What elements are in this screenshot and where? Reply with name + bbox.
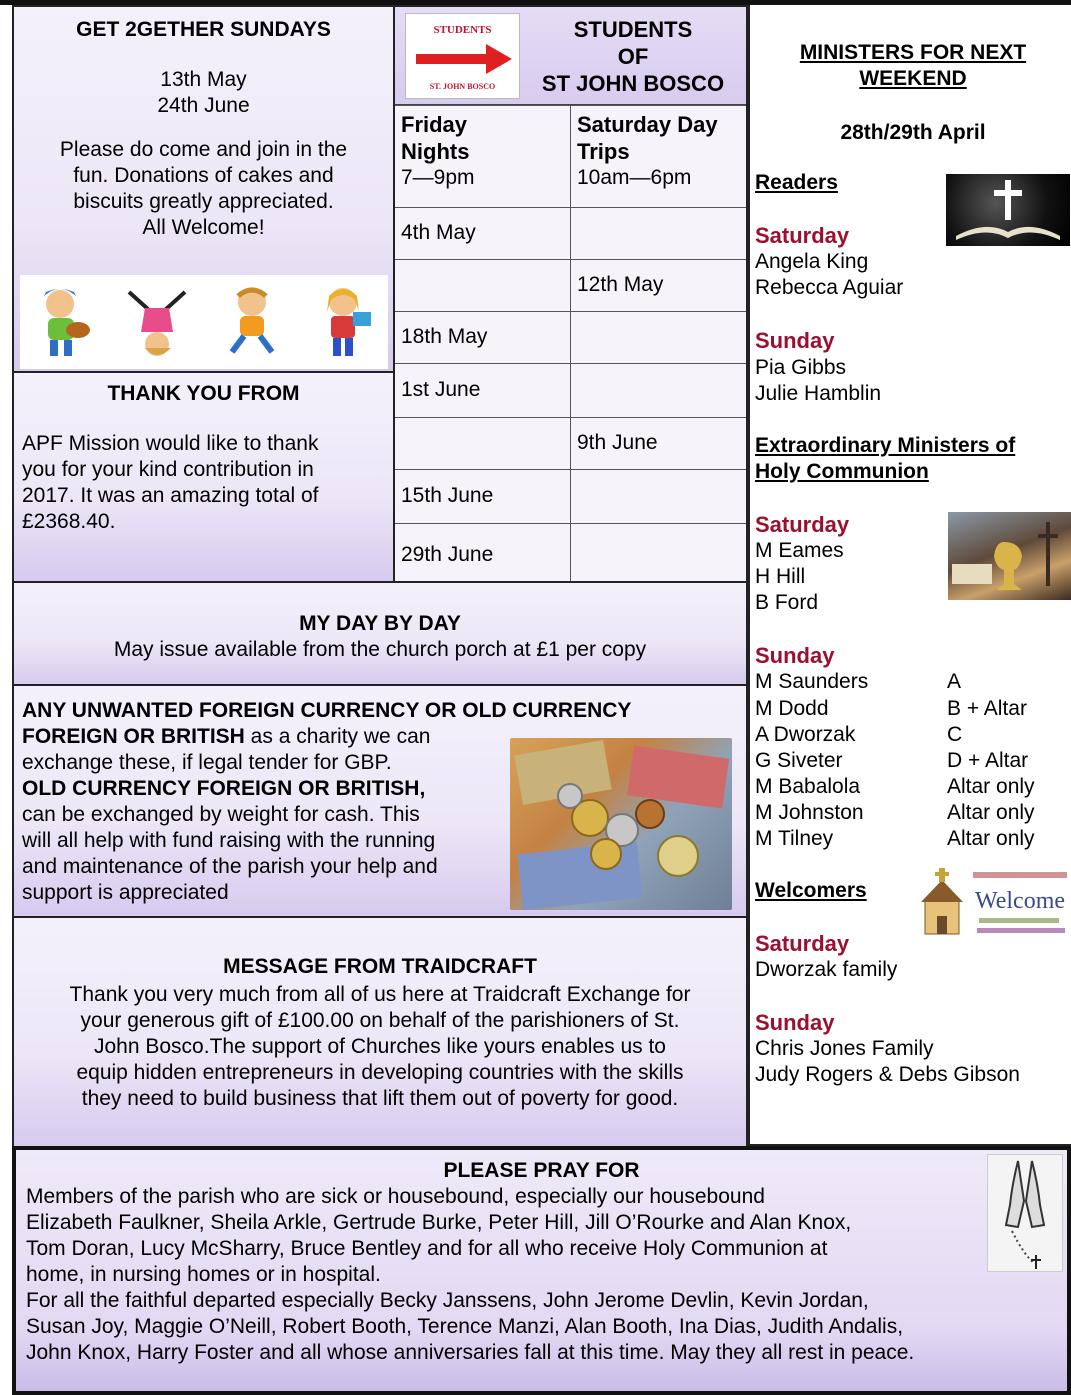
text-line: Thank you very much from all of us here at Traidcraft Exchange for (69, 983, 691, 1007)
text-line: Susan Joy, Maggie O’Neill, Robert Booth, Terence Manzi, Alan Booth, Ina Dias, Judith Andalis, (26, 1315, 904, 1339)
readers-sunday-heading: Sunday (755, 328, 835, 354)
coins-icon (510, 738, 732, 910)
church-icon (919, 864, 1071, 944)
minister-role: C (947, 722, 963, 746)
weekend-date: 28th/29th April (840, 121, 986, 145)
text-line: exchange these, if legal tender for GBP. (22, 751, 392, 775)
day-by-day-box (12, 581, 748, 686)
chalice-image (948, 512, 1071, 600)
welcomers-sunday-heading: Sunday (755, 1010, 835, 1036)
students-logo (405, 13, 520, 99)
minister-role: A (947, 670, 962, 694)
students-box (393, 5, 748, 583)
friday-cell (395, 418, 571, 470)
saturday-cell (571, 312, 747, 364)
ministers-column (755, 40, 1071, 1088)
welcome-image (919, 864, 1071, 944)
bible-cross-image (946, 174, 1070, 246)
welcomers-heading: Welcomers (755, 878, 867, 902)
em-saturday-heading: Saturday (755, 511, 850, 537)
minister-role: Altar only (947, 774, 1035, 798)
day-by-day-text: May issue available from the church porch at £1 per copy (113, 638, 647, 662)
thank-you-box (12, 371, 395, 583)
msg-line: fun. Donations of cakes and (73, 164, 334, 188)
friday-cell: 29th June (395, 524, 571, 584)
table-header-row (395, 106, 746, 208)
text-line: Elizabeth Faulkner, Sheila Arkle, Gertrude Burke, Peter Hill, Jill O’Rourke and Alan Knox, (26, 1211, 852, 1235)
praying-hands-image (987, 1154, 1063, 1272)
friday-cell: 18th May (395, 312, 571, 364)
saturday-cell (571, 364, 747, 418)
text-line: will all help with fund raising with the running (22, 829, 436, 853)
get-together-dates (14, 67, 393, 119)
traidcraft-title: MESSAGE FROM TRAIDCRAFT (223, 955, 537, 978)
minister-name: G Siveter (755, 748, 843, 772)
currency-title: ANY UNWANTED FOREIGN CURRENCY OR OLD CURRENCY (22, 699, 632, 722)
msg-line: biscuits greatly appreciated. (73, 190, 334, 214)
text-line: OLD CURRENCY FOREIGN OR BRITISH, (22, 777, 426, 801)
get-together-title: GET 2GETHER SUNDAYS (76, 18, 331, 41)
saturday-cell (571, 470, 747, 524)
kid-reading-icon (309, 282, 379, 362)
col-title: Trips (577, 138, 630, 164)
please-pray-title: PLEASE PRAY FOR (443, 1159, 640, 1182)
welcome-word: Welcome (975, 888, 1066, 914)
friday-cell: 1st June (395, 364, 571, 418)
minister-name: M Babalola (755, 774, 861, 798)
get-together-message (14, 137, 393, 241)
title-line: STUDENTS (573, 17, 693, 42)
get-together-box (12, 5, 395, 373)
text-line: Tom Doran, Lucy McSharry, Bruce Bentley and for all who receive Holy Communion at (26, 1237, 828, 1261)
table-row (395, 312, 746, 364)
friday-cell: 15th June (395, 470, 571, 524)
minister-role: Altar only (947, 800, 1035, 824)
text-line: equip hidden entrepreneurs in developing countries with the skills (76, 1061, 684, 1085)
kid-cartwheel-icon (119, 282, 195, 362)
title-line: MINISTERS FOR NEXT (799, 41, 1027, 64)
minister-name: H Hill (755, 565, 806, 589)
students-schedule-table (395, 105, 746, 583)
date-2: 24th June (157, 94, 250, 118)
text-line: John Bosco.The support of Churches like yours enables us to (94, 1035, 666, 1059)
table-row (395, 364, 746, 418)
friday-cell: 4th May (395, 208, 571, 260)
welcomer-name: Dworzak family (755, 957, 898, 981)
minister-name: A Dworzak (755, 722, 856, 746)
text-line: 2017. It was an amazing total of (22, 484, 319, 508)
minister-role: D + Altar (947, 748, 1029, 772)
col-title: Nights (401, 138, 470, 164)
table-row (395, 418, 746, 470)
children-clipart (20, 275, 388, 369)
saturday-cell: 9th June (571, 418, 747, 470)
minister-role: Altar only (947, 826, 1035, 850)
thank-you-text (22, 431, 385, 535)
text-line: can be exchanged by weight for cash. This (22, 803, 420, 827)
heading-line: Holy Communion (755, 459, 929, 483)
students-title (527, 17, 739, 97)
reader-name: Pia Gibbs (755, 355, 847, 379)
minister-name: M Johnston (755, 800, 864, 824)
text-line: For all the faithful departed especially Becky Janssens, John Jerome Devlin, Kevin Jordan, (26, 1289, 869, 1313)
title-line: WEEKEND (859, 67, 967, 91)
col-title: Friday (401, 112, 468, 137)
em-sunday-heading: Sunday (755, 643, 835, 669)
col-title: Saturday Day (577, 112, 718, 137)
welcomers-saturday-heading: Saturday (755, 930, 850, 956)
table-row (395, 208, 746, 260)
saturday-cell (571, 524, 747, 584)
traidcraft-box (12, 916, 748, 1148)
col-time: 7—9pm (401, 165, 475, 189)
welcomer-name: Judy Rogers & Debs Gibson (755, 1063, 1020, 1087)
table-row (395, 260, 746, 312)
arrow-right-icon (406, 42, 519, 76)
text-line: support is appreciated (22, 881, 229, 905)
text-line: and maintenance of the parish your help and (22, 855, 438, 879)
welcomer-name: Chris Jones Family (755, 1037, 934, 1061)
title-line: OF (617, 43, 649, 69)
table-row (395, 470, 746, 524)
minister-name: M Eames (755, 539, 844, 563)
minister-name: M Tilney (755, 826, 834, 850)
text-line: John Knox, Harry Foster and all whose anniversaries fall at this time. May they all rest in peace. (26, 1341, 915, 1365)
logo-bottom-text: ST. JOHN BOSCO (429, 81, 496, 91)
column-bottom-divider (748, 1144, 1071, 1146)
minister-name: B Ford (755, 591, 819, 615)
date-1: 13th May (160, 68, 247, 92)
title-line: ST JOHN BOSCO (541, 70, 725, 96)
friday-header (395, 106, 571, 208)
bold-text: FOREIGN OR BRITISH (22, 725, 245, 749)
praying-hands-icon (988, 1155, 1062, 1271)
readers-saturday-heading: Saturday (755, 223, 850, 249)
students-header (395, 7, 746, 105)
reader-name: Rebecca Aguiar (755, 276, 904, 300)
logo-top-text: STUDENTS (433, 24, 492, 36)
text-line: APF Mission would like to thank (22, 432, 319, 456)
text-line: Members of the parish who are sick or housebound, especially our housebound (26, 1185, 765, 1209)
saturday-cell (571, 208, 747, 260)
column-divider (748, 5, 750, 1146)
table-row (395, 524, 746, 584)
currency-photo (510, 738, 732, 910)
saturday-cell: 12th May (571, 260, 747, 312)
text-line: £2368.40. (22, 510, 116, 534)
text-line: home, in nursing homes or in hospital. (26, 1263, 381, 1287)
msg-line: Please do come and join in the (59, 138, 348, 162)
extraordinary-ministers-heading (755, 433, 1071, 485)
reader-name: Angela King (755, 250, 869, 274)
minister-role: B + Altar (947, 696, 1027, 720)
em-sunday-list (755, 669, 1071, 851)
please-pray-text (26, 1184, 1016, 1366)
traidcraft-text (22, 982, 738, 1112)
col-time: 10am—6pm (577, 165, 692, 189)
chalice-icon (948, 512, 1071, 600)
readers-heading: Readers (755, 171, 838, 195)
text-line: they need to build business that lift them out of poverty for good. (81, 1087, 679, 1111)
please-pray-box (12, 1146, 1071, 1395)
kid-guitar-icon (30, 282, 100, 362)
minister-name: M Dodd (755, 696, 829, 720)
reader-name: Julie Hamblin (755, 381, 882, 405)
plain-text: as a charity we can (244, 725, 431, 749)
text-line: you for your kind contribution in (22, 458, 314, 482)
text-line: your generous gift of £100.00 on behalf of the parishioners of St. (80, 1009, 680, 1033)
cross-icon (946, 174, 1070, 246)
msg-line: All Welcome! (142, 216, 265, 240)
heading-line: Extraordinary Ministers of (755, 433, 1016, 457)
day-by-day-title: MY DAY BY DAY (299, 612, 461, 635)
kid-running-icon (214, 282, 290, 362)
thank-you-title: THANK YOU FROM (107, 382, 300, 405)
minister-name: M Saunders (755, 670, 869, 694)
ministers-title (755, 40, 1071, 92)
currency-box (12, 684, 748, 918)
saturday-header (571, 106, 747, 208)
friday-cell (395, 260, 571, 312)
